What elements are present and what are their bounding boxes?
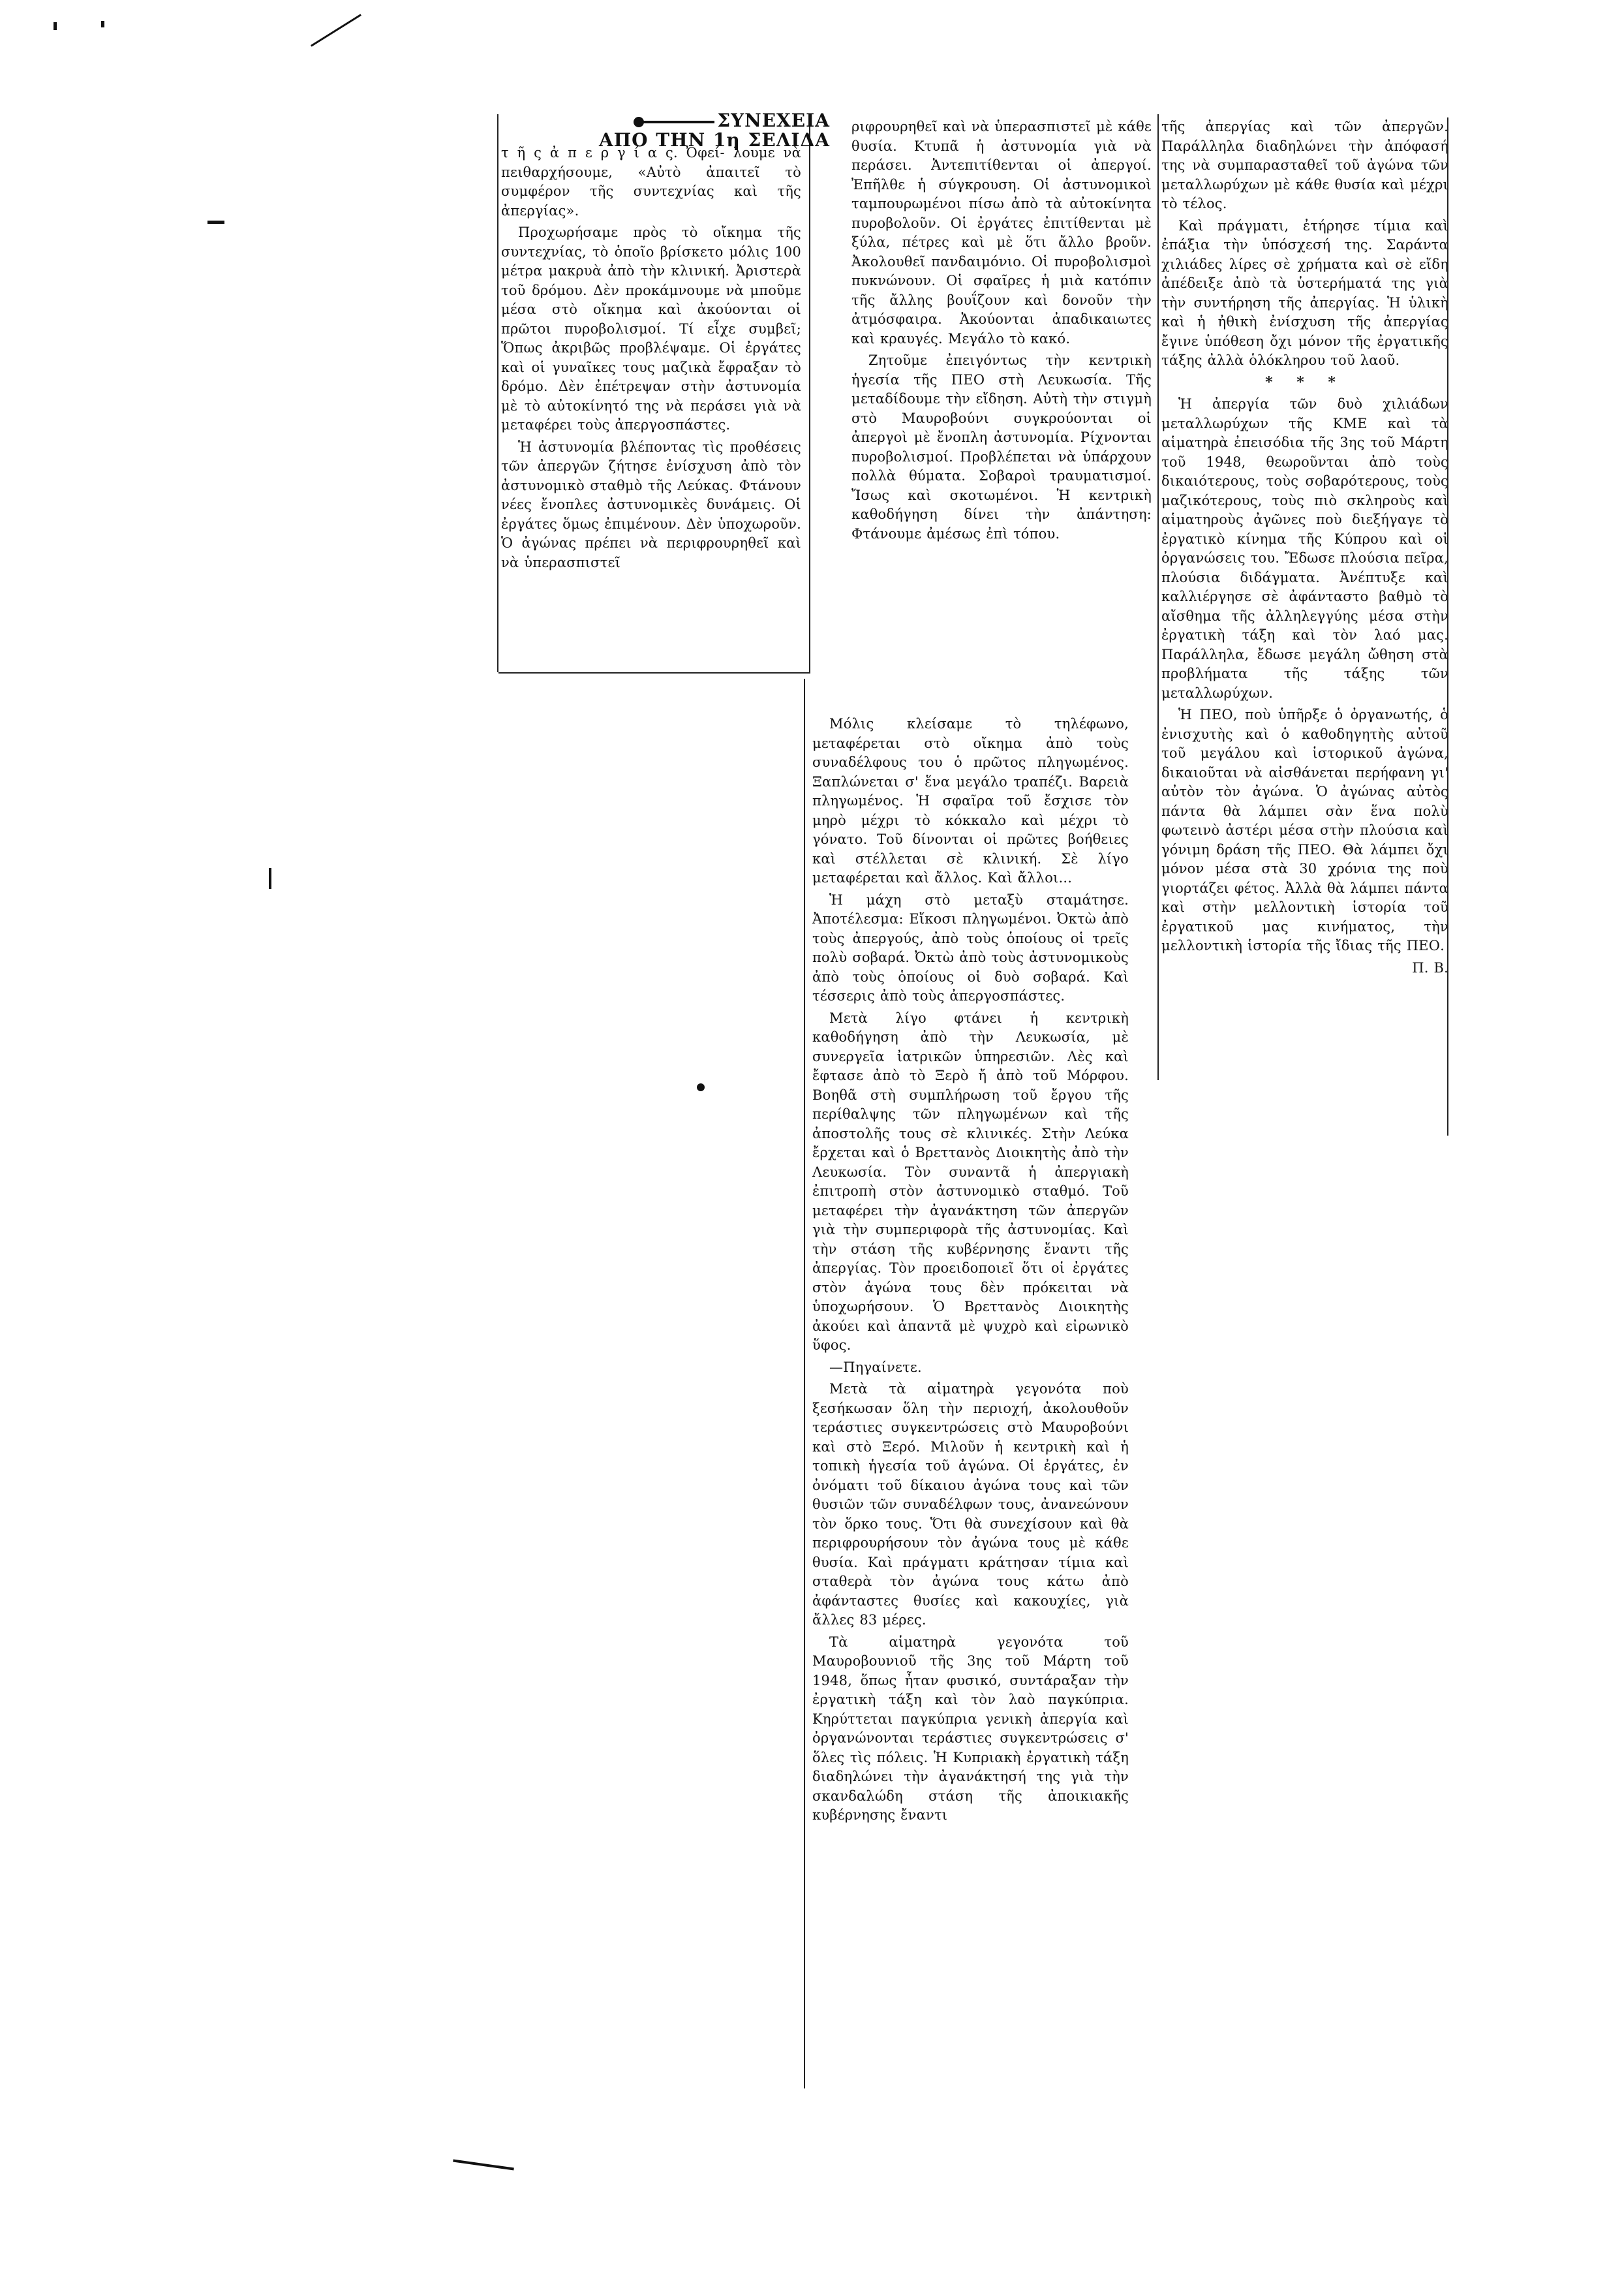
- column-rule: [804, 679, 805, 2088]
- column-rule: [498, 672, 810, 674]
- paragraph: Μετὰ λίγο φτάνει ἡ κεντρικὴ καθοδήγηση ἀπὸ τὴν Λευκωσία, μὲ συνεργεῖα ἰατρικῶν ὑπηρεσιῶν. Λὲς καὶ ἔφτασε ἀπὸ τὸ Ξερὸ ἤ ἀπὸ τοῦ Μόρφου. Βοηθᾶ στὴ συμπλήρωση τοῦ ἔργου τῆς περίθαλψης τῶν πληγωμένων καὶ τῆς ἀποστολῆς τους σὲ κλινικές. Στὴν Λεύκα ἔρχεται καὶ ὁ Βρεττανὸς Διοικητὴς ἀπὸ τὴν Λευκωσία. Τὸν συναντᾶ ἡ ἀπεργιακὴ ἐπιτροπὴ στὸν ἀστυνομικὸ σταθμό. Τοῦ μεταφέρει τὴν ἀγανάκτηση τῶν ἀπεργῶν γιὰ τὴν συμπεριφορὰ τῆς ἀστυνομίας. Καὶ τὴν στάση τῆς κυβέρνησης ἔναντι τῆς ἀπεργίας. Τὸν προειδοποιεῖ ὅτι οἱ ἐργάτες στὸν ἀγώνα τους δὲν πρόκειται νὰ ὑποχωρήσουν. Ὁ Βρεττανὸς Διοικητὴς ἀκούει καὶ ἀπαντᾶ μὲ ψυχρὸ καὶ εἰρωνικὸ ὕφος.: [812, 1010, 1129, 1353]
- paragraph: Ζητοῦμε ἐπειγόντως τὴν κεντρικὴ ἡγεσία τῆς ΠΕΟ στὴ Λευκωσία. Τῆς μεταδίδουμε τὴν εἴδηση. Αὐτὴ τὴν στιγμὴ στὸ Μαυροβούνι συγκρούονται οἱ ἀπεργοὶ μὲ ἔνοπλη ἀστυνομία. Ρίχνονται πυροβολισμοί. Προβλέπεται νὰ ὑπάρχουν πολλὰ θύματα. Σοβαροὶ τραυματισμοί. Ἴσως καὶ σκοτωμένοι. Ἡ κεντρικὴ καθοδήγηση δίνει τὴν ἀπάντηση: Φτάνουμε ἀμέσως ἐπὶ τόπου.: [851, 352, 1152, 542]
- header-line-2: ΑΠΟ ΤΗΝ 1η ΣΕΛΙΔΑ: [599, 129, 830, 151]
- paragraph: Ἡ ἀστυνομία βλέποντας τὶς προθέσεις τῶν ἀπεργῶν ζήτησε ἐνίσχυση ἀπὸ τὸν ἀστυνομικὸ σταθμὸ τῆς Λεύκας. Φτάνουν νέες ἔνοπλες ἀστυνομικὲς δυνάμεις. Οἱ ἐργάτες ὅμως ἐπιμένουν. Δὲν ὑποχωροῦν. Ὁ ἀγώνας πρέπει νὰ περιφρουρηθεῖ καὶ νὰ ὑπερασπιστεῖ: [501, 439, 801, 570]
- section-divider: * * *: [1265, 373, 1345, 391]
- column-rule: [809, 117, 810, 672]
- paragraph: —Πηγαίνετε.: [829, 1359, 922, 1375]
- scan-mark: [311, 14, 361, 46]
- continuation-header: [599, 111, 830, 150]
- article-column-1: [501, 110, 830, 572]
- scan-mark: [101, 21, 104, 27]
- column-rule: [1157, 114, 1159, 1080]
- paragraph: Μόλις κλείσαμε τὸ τηλέφωνο, μεταφέρεται στὸ οἴκημα ἀπὸ τοὺς συναδέλφους του ὁ πρῶτος πληγωμένος. Ξαπλώνεται σ' ἕνα μεγάλο τραπέζι. Βαρειὰ πληγωμένος. Ἡ σφαῖρα τοῦ ἔσχισε τὸν μηρὸ μέχρι τὸ κόκκαλο καὶ μέχρι τὸ γόνατο. Τοῦ δίνονται οἱ πρῶτες βοήθειες καὶ στέλλεται σὲ κλινική. Σὲ λίγο μεταφέρεται καὶ ἄλλος. Καὶ ἄλλοι...: [812, 716, 1129, 886]
- paragraph: Καὶ πράγματι, ἐτήρησε τίμια καὶ ἐπάξια τὴν ὑπόσχεσή της. Σαράντα χιλιάδες λίρες σὲ χρήματα καὶ σὲ εἴδη ἀπέδειξε ἀπὸ τὰ ὑστερήματά της γιὰ τὴν συντήρηση τῆς ἀπεργίας. Ἡ ὑλικὴ καὶ ἡ ἠθικὴ ἐνίσχυση τῆς ἀπεργίας ἔγινε ὑπόθεση ὄχι μόνον τῆς ἐργατικῆς τάξης ἀλλὰ ὁλόκληρου τοῦ λαοῦ.: [1161, 217, 1448, 368]
- article-column-2: [851, 117, 1152, 544]
- scan-mark: [207, 221, 224, 224]
- paragraph: Ἡ μάχη στὸ μεταξὺ σταμάτησε. Ἀποτέλεσμα: Εἴκοσι πληγωμένοι. Ὀκτὼ ἀπὸ τοὺς ἀπεργούς, ἀπὸ τοὺς ὁποίους οἱ τρεῖς πολὺ σοβαρά. Ὀκτὼ ἀπὸ τοὺς ἀστυνομικοὺς ἀπὸ τοὺς ὁποίους οἱ δυὸ σοβαρά. Καὶ τέσσερις ἀπὸ τοὺς ἀπεργοσπάστες.: [812, 892, 1129, 1004]
- paragraph: τῆς ἀπεργίας καὶ τῶν ἀπεργῶν. Παράλληλα διαδηλώνει τὴν ἀπόφασή της νὰ συμπαρασταθεῖ τοῦ ἀγώνα τῶν μεταλλωρύχων μὲ κάθε θυσία καὶ μέχρι τὸ τέλος.: [1161, 119, 1448, 211]
- paragraph: Τὰ αἱματηρὰ γεγονότα τοῦ Μαυροβουνιοῦ τῆς 3ης τοῦ Μάρτη τοῦ 1948, ὅπως ἦταν φυσικό, συντάραξαν τὴν ἐργατικὴ τάξη καὶ τὸν λαὸ παγκύπρια. Κηρύττεται παγκύπρια γενικὴ ἀπεργία καὶ ὀργανώνονται τεράστιες συγκεντρώσεις σ' ὅλες τὶς πόλεις. Ἡ Κυπριακὴ ἐργατικὴ τάξη διαδηλώνει τὴν ἀγανάκτησή της γιὰ τὴν σκανδαλώδη στάση τῆς ἀποικιακῆς κυβέρνησης ἔναντι: [812, 1634, 1129, 1823]
- author-signature: Π. Β.: [1412, 959, 1448, 976]
- scan-mark: [453, 2159, 514, 2170]
- column-rule: [497, 114, 498, 672]
- header-line-1: ΣΥΝΕΧΕΙΑ: [717, 110, 830, 131]
- scan-mark: [269, 868, 271, 889]
- article-column-3: [1161, 117, 1448, 978]
- article-column-2-continued: [812, 715, 1129, 1825]
- paragraph: τ ῆ ς ἀ π ε ρ γ ί α ς. Ὀφεί- λουμε νὰ πειθαρχήσουμε, «Αὐτὸ ἀπαιτεῖ τὸ συμφέρον τῆς συντεχνίας καὶ τῆς ἀπεργίας».: [501, 145, 801, 219]
- paragraph: Μετὰ τὰ αἱματηρὰ γεγονότα ποὺ ξεσήκωσαν ὅλη τὴν περιοχή, ἀκολουθοῦν τεράστιες συγκεντρώσεις στὸ Μαυροβούνι καὶ στὸ Ξερό. Μιλοῦν ἡ κεντρικὴ καὶ ἡ τοπικὴ ἡγεσία τοῦ ἀγώνα. Οἱ ἐργάτες, ἐν ὀνόματι τοῦ δίκαιου ἀγώνα τους καὶ τῶν θυσιῶν τῶν συναδέλφων τους, ἀνανεώνουν τὸν ὅρκο τους. Ὅτι θὰ συνεχίσουν καὶ θὰ περιφρουρήσουν τὸν ἀγώνα τους μὲ κάθε θυσία. Καὶ πράγματι κράτησαν τίμια καὶ σταθερὰ τὸν ἀγώνα τους κάτω ἀπὸ ἀφάνταστες θυσίες καὶ κακουχίες, γιὰ ἄλλες 83 μέρες.: [812, 1381, 1129, 1628]
- scan-mark: [54, 22, 57, 30]
- paragraph: ριφρουρηθεῖ καὶ νὰ ὑπερασπιστεῖ μὲ κάθε θυσία. Κτυπᾶ ἡ ἀστυνομία γιὰ νὰ περάσει. Ἀντεπιτίθενται οἱ ἀπεργοί. Ἐπῆλθε ἡ σύγκρουση. Οἱ ἀστυνομικοὶ ταμπουρωμένοι πίσω ἀπὸ τὰ αὐτοκίνητα πυροβολοῦν. Οἱ ἐργάτες ἐπιτίθενται μὲ ξύλα, πέτρες καὶ μὲ ὅτι ἄλλο βροῦν. Ἀκολουθεῖ πανδαιμόνιο. Οἱ πυροβολισμοὶ πυκνώνουν. Οἱ σφαῖρες ἡ μιὰ κατόπιν τῆς ἄλλης βουΐζουν καὶ δονοῦν τὴν ἀτμόσφαιρα. Ἀκούονται ἀπαδικαιωτες καὶ κραυγές. Μεγάλο τὸ κακό.: [851, 119, 1152, 347]
- paragraph: Ἡ ΠΕΟ, ποὺ ὑπῆρξε ὁ ὀργανωτής, ὁ ἐνισχυτὴς καὶ ὁ καθοδηγητὴς αὐτοῦ τοῦ μεγάλου καὶ ἱστορικοῦ ἀγώνα, δικαιοῦται νὰ αἰσθάνεται περήφανη γι' αὐτὸν τὸν ἀγώνα. Ὁ ἀγώνας αὐτὸς πάντα θὰ λάμπει σὰν ἕνα πολὺ φωτεινὸ ἀστέρι μέσα στὴν πλούσια καὶ γόνιμη δράση τῆς ΠΕΟ. Θὰ λάμπει ὄχι μόνον μέσα στὰ 30 χρόνια της ποὺ γιορτάζει φέτος. Ἀλλὰ θὰ λάμπει πάντα καὶ στὴν μελλοντικὴ ἱστορία τοῦ ἐργατικοῦ μας κινήματος, τὴν μελλοντικὴ ἱστορία τῆς ἴδιας τῆς ΠΕΟ.: [1161, 707, 1448, 954]
- paragraph: Ἡ ἀπεργία τῶν δυὸ χιλιάδων μεταλλωρύχων τῆς ΚΜΕ καὶ τὰ αἱματηρὰ ἐπεισόδια τῆς 3ης τοῦ Μάρτη τοῦ 1948, θεωροῦνται ἀπὸ τοὺς δικαιότερους, τοὺς σοβαρότερους, τοὺς μαζικότερους, τοὺς πιὸ σκληροὺς καὶ αἱματηροὺς ἀγῶνες ποὺ διεξήγαγε τὸ ἐργατικὸ κίνημα τῆς Κύπρου καὶ οἱ ὀργανώσεις του. Ἔδωσε πλούσια πεῖρα, πλούσια διδάγματα. Ἀνέπτυξε καὶ καλλιέργησε σὲ ἀφάνταστο βαθμὸ τὸ αἴσθημα τῆς ἀλληλεγγύης μέσα στὴν ἐργατικὴ τάξη καὶ τὸν λαό μας. Παράλληλα, ἔδωσε μεγάλη ὤθηση στὰ προβλήματα τῆς τάξης τῶν μεταλλωρύχων.: [1161, 396, 1448, 701]
- scan-mark: [697, 1083, 705, 1091]
- paragraph: Προχωρήσαμε πρὸς τὸ οἴκημα τῆς συντεχνίας, τὸ ὁποῖο βρίσκετο μόλις 100 μέτρα μακρυὰ ἀπὸ τὴν κλινική. Ἀριστερὰ τοῦ δρόμου. Δὲν προκάμνουμε νὰ μποῦμε μέσα στὸ οἴκημα καὶ ἀκούονται οἱ πρῶτοι πυροβολισμοί. Τί εἶχε συμβεῖ; Ὅπως ἀκριβῶς προβλέψαμε. Οἱ ἐργάτες καὶ οἱ γυναῖκες τους μαζικὰ ἔφραξαν τὸ δρόμο. Δὲν ἐπέτρεψαν στὴν ἀστυνομία μὲ τὸ αὐτοκίνητό της νὰ περάσει γιὰ νὰ μεταφέρει τοὺς ἀπεργοσπάστες.: [501, 225, 801, 433]
- header-rule: [643, 121, 714, 123]
